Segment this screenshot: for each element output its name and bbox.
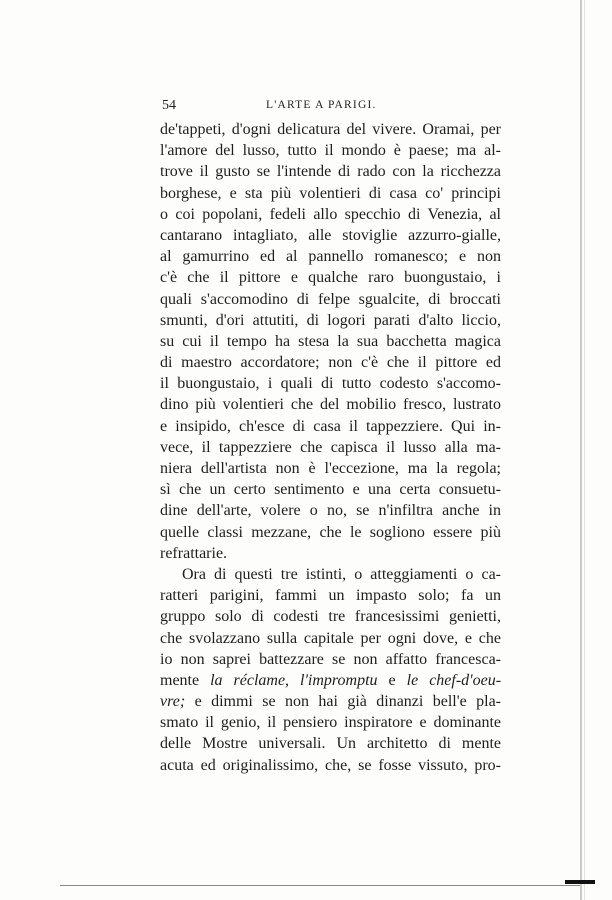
text-line: dine dell'arte, volere o no, se n'infiltra anche in bbox=[160, 502, 501, 520]
text-line: smato il genio, il pensiero inspiratore e dominante bbox=[160, 714, 501, 732]
text-line: smunti, d'ori attutiti, di logori parati d'alto liccio, bbox=[160, 311, 501, 329]
text-line bbox=[160, 670, 501, 691]
text-line: gruppo solo di codesti tre francesissimi genietti, bbox=[160, 608, 501, 626]
page-number: 54 bbox=[162, 98, 176, 113]
text-line: c'è che il pittore e qualche raro buongustaio, i bbox=[160, 269, 501, 287]
text-line: o coi popolani, fedeli allo specchio di Venezia, al bbox=[160, 205, 501, 223]
text-line: trove il gusto se l'intende di rado con la ricchezza bbox=[160, 163, 501, 181]
text-line: su cui il tempo ha stesa la sua bacchetta magica bbox=[160, 332, 501, 350]
text-line: delle Mostre universali. Un architetto di mente bbox=[160, 735, 501, 753]
italic-phrase: vre; bbox=[160, 693, 186, 711]
text-line bbox=[160, 691, 501, 712]
text-line: quelle classi mezzane, che le sogliono essere più bbox=[160, 523, 501, 541]
text-line: il buongustaio, i quali di tutto codesto s'accomo- bbox=[160, 375, 501, 393]
text-line: acuta ed originalissimo, che, se fosse vissuto, pro- bbox=[160, 756, 501, 774]
text-run: e dimmi se non hai già dinanzi bell'e pla- bbox=[185, 693, 501, 711]
body-text bbox=[160, 119, 501, 776]
page-gutter-line bbox=[580, 0, 582, 900]
text-line: quali s'accomodino di felpe sgualcite, di broccati bbox=[160, 290, 501, 308]
page-gutter-shadow bbox=[584, 0, 585, 900]
text-line: de'tappeti, d'ogni delicatura del vivere. Oramai, per bbox=[160, 121, 501, 138]
running-title: L'ARTE A PARIGI. bbox=[266, 99, 377, 111]
text-line: Ora di questi tre istinti, o atteggiamenti o ca- bbox=[182, 565, 501, 583]
text-run: e bbox=[377, 671, 407, 689]
page-header bbox=[162, 98, 492, 118]
text-run: mente bbox=[160, 671, 211, 689]
text-line: ratteri parigini, fammi un impasto solo; fa un bbox=[160, 587, 501, 605]
text-line: e insipido, ch'esce di casa il tappezziere. Qui in- bbox=[160, 417, 501, 435]
text-line: borghese, e sta più volentieri di casa co' principi bbox=[160, 184, 501, 202]
text-line: di maestro accordatore; non c'è che il pittore ed bbox=[160, 354, 501, 372]
text-line: refrattarie. bbox=[160, 544, 228, 562]
text-line: dino più volentieri che del mobilio fresco, lustrato bbox=[160, 396, 501, 414]
scan-corner-mark bbox=[565, 880, 595, 884]
text-line: io non saprei battezzare se non affatto francesca- bbox=[160, 650, 501, 668]
text-line: cantarano intagliato, alle stoviglie azzurro-gialle, bbox=[160, 226, 501, 244]
italic-phrase: la réclame, l'impromptu bbox=[210, 671, 378, 689]
italic-phrase: le chef-d'oeu- bbox=[406, 671, 502, 689]
text-line: niera dell'artista non è l'eccezione, ma la regola; bbox=[160, 460, 501, 477]
text-line: l'amore del lusso, tutto il mondo è paese; ma al- bbox=[160, 142, 501, 160]
text-line: vece, il tappezziere che capisca il lusso alla ma- bbox=[160, 438, 501, 456]
scan-bottom-edge bbox=[60, 885, 580, 886]
text-line: che svolazzano sulla capitale per ogni dove, e che bbox=[160, 629, 501, 647]
text-line: sì che un certo sentimento e una certa consuetu- bbox=[160, 481, 501, 499]
text-line: al gamurrino ed al pannello romanesco; e non bbox=[160, 248, 501, 266]
